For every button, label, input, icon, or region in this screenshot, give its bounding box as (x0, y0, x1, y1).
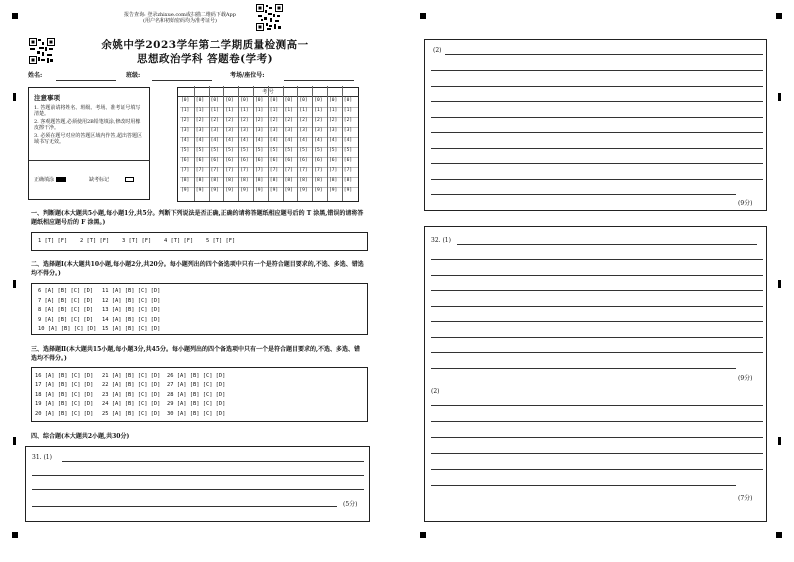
section3-box (31, 367, 368, 422)
answer-line[interactable] (457, 244, 757, 245)
exam-digit-bubble[interactable]: [4] (314, 138, 323, 143)
exam-digit-bubble[interactable]: [5] (181, 148, 190, 153)
exam-digit-bubble[interactable]: [5] (195, 148, 205, 153)
exam-digit-bubble[interactable]: [1] (314, 108, 323, 113)
answer-line[interactable] (431, 306, 763, 307)
choice-row[interactable]: 29 [A] [B] [C] [D] (167, 401, 226, 408)
section2-box (31, 283, 368, 335)
exam-digit-bubble[interactable]: [7] (255, 168, 264, 173)
exam-digit-bubble[interactable]: [5] (343, 148, 353, 153)
exam-digit-bubble[interactable]: [7] (195, 168, 205, 173)
exam-digit-bubble[interactable]: [7] (269, 168, 279, 173)
exam-digit-bubble[interactable]: [4] (240, 138, 249, 143)
exam-digit-bubble[interactable]: [0] (195, 98, 205, 103)
exam-digit-bubble[interactable]: [5] (299, 148, 308, 153)
exam-digit-bubble[interactable]: [3] (181, 128, 190, 133)
section1-box (31, 232, 368, 251)
choice-row[interactable]: 22 [A] [B] [C] [D] (102, 382, 161, 389)
exam-digit-bubble[interactable]: [6] (210, 158, 219, 163)
choice-row[interactable]: 17 [A] [B] [C] [D] (35, 382, 94, 389)
exam-digit-bubble[interactable]: [7] (240, 168, 249, 173)
exam-digit-bubble[interactable]: [8] (240, 178, 249, 183)
exam-digit-bubble[interactable]: [5] (240, 148, 249, 153)
exam-digit-bubble[interactable]: [8] (225, 178, 234, 183)
answer-line[interactable] (62, 461, 364, 462)
q32-answer-box[interactable] (424, 226, 767, 522)
choice-row[interactable]: 19 [A] [B] [C] [D] (35, 401, 94, 408)
answer-line[interactable] (431, 70, 763, 71)
exam-digit-bubble[interactable]: [4] (299, 138, 308, 143)
choice-row[interactable]: 23 [A] [B] [C] [D] (102, 391, 161, 398)
exam-digit-bubble[interactable]: [0] (210, 98, 219, 103)
corner-mark (420, 13, 426, 19)
exam-digit-bubble[interactable]: [7] (314, 168, 323, 173)
sheet-title (90, 38, 320, 66)
choice-row[interactable]: 9 [A] [B] [C] [D] (38, 316, 94, 323)
judge-item[interactable]: 4 [T] [F] (164, 238, 194, 244)
exam-digit-bubble[interactable]: [6] (195, 158, 205, 163)
exam-digit-bubble[interactable]: [1] (269, 108, 279, 113)
exam-digit-bubble[interactable]: [5] (284, 148, 293, 153)
exam-digit-bubble[interactable]: [6] (329, 158, 338, 163)
exam-digit-bubble[interactable]: [4] (343, 138, 353, 143)
judge-item[interactable]: 5 [T] [F] (206, 238, 236, 244)
exam-digit-bubble[interactable]: [9] (181, 188, 190, 193)
q31-score: (5分) (343, 501, 358, 508)
grid-column-line (297, 86, 298, 201)
exam-digit-bubble[interactable]: [2] (255, 118, 264, 123)
answer-line[interactable] (431, 321, 763, 322)
exam-digit-bubble[interactable]: [1] (299, 108, 308, 113)
q31-part2-label: (2) (433, 47, 442, 54)
answer-line[interactable] (431, 259, 763, 260)
exam-digit-bubble[interactable]: [5] (210, 148, 219, 153)
answer-line[interactable] (32, 506, 337, 507)
side-mark (13, 437, 16, 445)
exam-digit-bubble[interactable]: [0] (299, 98, 308, 103)
exam-digit-bubble[interactable]: [1] (181, 108, 190, 113)
exam-digit-bubble[interactable]: [3] (329, 128, 338, 133)
section3-title: 三、选择题Ⅱ(本大题共15小题,每小题3分,共45分。每小题列出的四个备选项中只有一个是符合题目要求的,不选、多选、错选均不得分。) (31, 346, 361, 362)
choice-row[interactable]: 28 [A] [B] [C] [D] (167, 391, 226, 398)
exam-digit-bubble[interactable]: [8] (284, 178, 293, 183)
answer-line[interactable] (431, 179, 763, 180)
report-note (110, 12, 250, 24)
exam-digit-bubble[interactable]: [8] (269, 178, 279, 183)
exam-digit-bubble[interactable]: [2] (284, 118, 293, 123)
sheet-qr-code (29, 38, 55, 64)
report-note-line2: (用户名和初始密码均为准考证号) (143, 18, 217, 24)
exam-digit-bubble[interactable]: [5] (225, 148, 234, 153)
notice-item-1: 1. 答题前请将姓名、班级、考场、准考证号填写清楚。 (34, 105, 141, 117)
exam-digit-bubble[interactable]: [9] (343, 188, 353, 193)
choice-row[interactable]: 10 [A] [B] [C] [D] (38, 326, 97, 333)
exam-digit-bubble[interactable]: [9] (299, 188, 308, 193)
exam-digit-bubble[interactable]: [3] (240, 128, 249, 133)
choice-row[interactable]: 20 [A] [B] [C] [D] (35, 410, 94, 417)
exam-digit-bubble[interactable]: [9] (284, 188, 293, 193)
notice-item-3: 3. 必须在题号对应的答题区域内作答,超出答题区域书写无效。 (34, 133, 142, 145)
exam-digit-bubble[interactable]: [6] (299, 158, 308, 163)
exam-digit-bubble[interactable]: [4] (255, 138, 264, 143)
exam-digit-bubble[interactable]: [8] (314, 178, 323, 183)
exam-digit-bubble[interactable]: [2] (299, 118, 308, 123)
exam-digit-bubble[interactable]: [5] (329, 148, 338, 153)
exam-digit-bubble[interactable]: [9] (314, 188, 323, 193)
exam-digit-bubble[interactable]: [0] (329, 98, 338, 103)
exam-digit-bubble[interactable]: [5] (269, 148, 279, 153)
exam-digit-bubble[interactable]: [1] (284, 108, 293, 113)
grid-column-line (209, 86, 210, 201)
exam-digit-bubble[interactable]: [8] (195, 178, 205, 183)
answer-line[interactable] (431, 469, 763, 470)
exam-digit-bubble[interactable]: [2] (343, 118, 353, 123)
exam-digit-bubble[interactable]: [2] (225, 118, 234, 123)
q31-answer-box[interactable] (25, 446, 370, 522)
choice-row[interactable]: 14 [A] [B] [C] [D] (102, 316, 161, 323)
answer-line[interactable] (32, 489, 364, 490)
exam-digit-bubble[interactable]: [7] (181, 168, 190, 173)
exam-digit-bubble[interactable]: [4] (225, 138, 234, 143)
corner-mark (776, 532, 782, 538)
exam-digit-bubble[interactable]: [9] (225, 188, 234, 193)
notice-divider (29, 160, 150, 161)
answer-line[interactable] (431, 485, 736, 486)
grid-column-line (327, 86, 328, 201)
side-mark (778, 93, 781, 101)
notice-heading: 注意事项 (34, 94, 60, 102)
exam-digit-bubble[interactable]: [7] (284, 168, 293, 173)
choice-row[interactable]: 27 [A] [B] [C] [D] (167, 382, 226, 389)
name-label: 姓名: (28, 72, 43, 79)
exam-digit-bubble[interactable]: [1] (343, 108, 353, 113)
report-note-line1: 报告查询: 登录zhixue.com或扫描二维码下载App (124, 12, 236, 18)
exam-digit-bubble[interactable]: [1] (210, 108, 219, 113)
exam-digit-bubble[interactable]: [9] (269, 188, 279, 193)
answer-line[interactable] (431, 101, 763, 102)
exam-digit-bubble[interactable]: [6] (314, 158, 323, 163)
exam-digit-bubble[interactable]: [5] (314, 148, 323, 153)
grid-column-line (253, 86, 254, 201)
choice-row[interactable]: 15 [A] [B] [C] [D] (102, 326, 161, 333)
exam-digit-bubble[interactable]: [3] (299, 128, 308, 133)
judge-item[interactable]: 2 [T] [F] (80, 238, 110, 244)
exam-digit-bubble[interactable]: [6] (225, 158, 234, 163)
exam-digit-bubble[interactable]: [6] (343, 158, 353, 163)
seat-label: 考场/座位号: (230, 72, 265, 79)
q31-part2-box[interactable] (424, 39, 767, 211)
choice-row[interactable]: 18 [A] [B] [C] [D] (35, 391, 94, 398)
answer-line[interactable] (431, 368, 736, 369)
choice-row[interactable]: 12 [A] [B] [C] [D] (102, 297, 161, 304)
answer-line[interactable] (431, 86, 763, 87)
exam-digit-bubble[interactable]: [7] (343, 168, 353, 173)
exam-digit-bubble[interactable]: [2] (314, 118, 323, 123)
choice-row[interactable]: 8 [A] [B] [C] [D] (38, 307, 94, 314)
q31-part2-score: (9分) (738, 200, 753, 207)
exam-digit-bubble[interactable]: [6] (284, 158, 293, 163)
empty-box-icon[interactable] (125, 177, 134, 182)
exam-digit-bubble[interactable]: [1] (255, 108, 264, 113)
choice-row[interactable]: 11 [A] [B] [C] [D] (102, 288, 161, 294)
answer-line[interactable] (431, 437, 763, 438)
exam-digit-bubble[interactable]: [7] (225, 168, 234, 173)
answer-line[interactable] (431, 421, 763, 422)
exam-digit-bubble[interactable]: [3] (225, 128, 234, 133)
exam-digit-bubble[interactable]: [9] (329, 188, 338, 193)
exam-digit-bubble[interactable]: [1] (195, 108, 205, 113)
exam-digit-bubble[interactable]: [2] (269, 118, 279, 123)
answer-line[interactable] (445, 54, 763, 55)
exam-digit-bubble[interactable]: [9] (255, 188, 264, 193)
exam-digit-bubble[interactable]: [1] (225, 108, 234, 113)
exam-digit-bubble[interactable]: [2] (210, 118, 219, 123)
section4-title: 四、综合题(本大题共2小题,共30分) (31, 433, 130, 440)
exam-digit-bubble[interactable]: [4] (210, 138, 219, 143)
corner-mark (420, 532, 426, 538)
choice-row[interactable]: 7 [A] [B] [C] [D] (38, 297, 94, 304)
exam-digit-bubble[interactable]: [8] (343, 178, 353, 183)
answer-line[interactable] (431, 132, 763, 133)
exam-digit-bubble[interactable]: [6] (240, 158, 249, 163)
exam-digit-bubble[interactable]: [3] (314, 128, 323, 133)
q32-label: 32. (1) (431, 237, 451, 244)
exam-digit-bubble[interactable]: [3] (195, 128, 205, 133)
answer-line[interactable] (431, 405, 763, 406)
exam-digit-bubble[interactable]: [8] (255, 178, 264, 183)
exam-digit-bubble[interactable]: [3] (284, 128, 293, 133)
section2-title: 二、选择题Ⅰ(本大题共10小题,每小题2分,共20分。每小题列出的四个备选项中只有一个是符合题目要求的,不选、多选、错选均不得分。) (31, 261, 364, 277)
exam-digit-bubble[interactable]: [3] (343, 128, 353, 133)
answer-line[interactable] (32, 475, 364, 476)
exam-digit-bubble[interactable]: [6] (269, 158, 279, 163)
exam-digit-bubble[interactable]: [8] (181, 178, 190, 183)
exam-digit-bubble[interactable]: [0] (343, 98, 353, 103)
answer-line[interactable] (431, 275, 763, 276)
choice-row[interactable]: 26 [A] [B] [C] [D] (167, 373, 226, 379)
exam-digit-bubble[interactable]: [4] (284, 138, 293, 143)
seat-field[interactable] (284, 80, 354, 81)
exam-digit-bubble[interactable]: [4] (181, 138, 190, 143)
exam-digit-bubble[interactable]: [9] (195, 188, 205, 193)
side-mark (13, 280, 16, 288)
exam-digit-bubble[interactable]: [8] (210, 178, 219, 183)
exam-digit-bubble[interactable]: [9] (240, 188, 249, 193)
filled-box-icon (56, 177, 66, 182)
correct-fill-example (34, 177, 66, 183)
grid-column-line (342, 86, 343, 201)
choice-row[interactable]: 13 [A] [B] [C] [D] (102, 307, 161, 314)
exam-digit-bubble[interactable]: [7] (299, 168, 308, 173)
answer-line[interactable] (431, 337, 763, 338)
exam-digit-bubble[interactable]: [7] (210, 168, 219, 173)
exam-digit-bubble[interactable]: [4] (269, 138, 279, 143)
answer-line[interactable] (431, 194, 736, 195)
exam-digit-bubble[interactable]: [4] (195, 138, 205, 143)
corner-mark (12, 13, 18, 19)
exam-digit-bubble[interactable]: [5] (255, 148, 264, 153)
q32-part2-score: (7分) (738, 495, 753, 502)
exam-digit-bubble[interactable]: [7] (329, 168, 338, 173)
section1-title: 一、判断题(本大题共5小题,每小题1分,共5分。判断下列说法是否正确,正确的请将答题纸相应题号后的 T 涂黑,错误的请将答题纸相应题号后的 F 涂黑。) (31, 210, 364, 226)
exam-digit-bubble[interactable]: [2] (195, 118, 205, 123)
exam-digit-bubble[interactable]: [0] (284, 98, 293, 103)
exam-grid-cells[interactable] (180, 98, 358, 201)
side-mark (13, 93, 16, 101)
exam-digit-bubble[interactable]: [3] (269, 128, 279, 133)
exam-digit-bubble[interactable]: [8] (329, 178, 338, 183)
exam-digit-bubble[interactable]: [0] (181, 98, 190, 103)
exam-digit-bubble[interactable]: [2] (240, 118, 249, 123)
exam-number-grid (177, 87, 359, 202)
notice-box (28, 87, 150, 200)
grid-column-line (312, 86, 313, 201)
exam-digit-bubble[interactable]: [4] (329, 138, 338, 143)
name-field[interactable] (56, 80, 116, 81)
title-line-2: 思想政治学科 答题卷(学考) (136, 53, 274, 65)
exam-digit-bubble[interactable]: [3] (255, 128, 264, 133)
corner-mark (776, 13, 782, 19)
answer-line[interactable] (431, 352, 763, 353)
class-field[interactable] (152, 80, 212, 81)
q32-part1-score: (9分) (738, 375, 753, 382)
grid-column-line (194, 86, 195, 201)
choice-row[interactable]: 21 [A] [B] [C] [D] (102, 373, 161, 379)
q32-part2-label: (2) (431, 388, 440, 395)
title-line-1: 余姚中学2023学年第二学期质量检测高一 (101, 39, 309, 51)
missing-mark-example (89, 177, 134, 183)
choice-row[interactable]: 16 [A] [B] [C] [D] (35, 373, 94, 379)
download-qr-code[interactable] (256, 4, 283, 31)
exam-digit-bubble[interactable]: [6] (181, 158, 190, 163)
grid-column-line (283, 86, 284, 201)
corner-mark (12, 532, 18, 538)
student-info (28, 72, 368, 82)
side-mark (778, 437, 781, 445)
grid-column-line (268, 86, 269, 201)
answer-line[interactable] (431, 148, 763, 149)
exam-digit-bubble[interactable]: [2] (181, 118, 190, 123)
side-mark (778, 280, 781, 288)
answer-line[interactable] (431, 163, 763, 164)
choice-row[interactable]: 6 [A] [B] [C] [D] (38, 288, 94, 294)
answer-line[interactable] (431, 290, 763, 291)
exam-digit-bubble[interactable]: [1] (240, 108, 249, 113)
correct-fill-label: 正确填涂 (34, 177, 55, 183)
grid-column-line (223, 86, 224, 201)
judge-item[interactable]: 1 [T] [F] (38, 238, 68, 244)
notice-item-2: 2. 客观题答题,必须使用2B铅笔填涂,修改时用橡皮擦干净。 (34, 119, 141, 131)
class-label: 班级: (126, 72, 141, 79)
exam-digit-bubble[interactable]: [0] (255, 98, 264, 103)
answer-line[interactable] (431, 117, 763, 118)
exam-digit-bubble[interactable]: [0] (314, 98, 323, 103)
exam-digit-bubble[interactable]: [2] (329, 118, 338, 123)
exam-digit-bubble[interactable]: [0] (269, 98, 279, 103)
exam-digit-bubble[interactable]: [0] (240, 98, 249, 103)
exam-number-label: 考 号 (262, 89, 274, 95)
missing-mark-label: 缺考标记 (89, 177, 110, 183)
exam-digit-bubble[interactable]: [6] (255, 158, 264, 163)
exam-digit-bubble[interactable]: [3] (210, 128, 219, 133)
judge-item[interactable]: 3 [T] [F] (122, 238, 152, 244)
exam-digit-bubble[interactable]: [0] (225, 98, 234, 103)
exam-digit-bubble[interactable]: [8] (299, 178, 308, 183)
grid-column-line (238, 86, 239, 201)
exam-digit-bubble[interactable]: [9] (210, 188, 219, 193)
exam-digit-bubble[interactable]: [1] (329, 108, 338, 113)
choice-row[interactable]: 30 [A] [B] [C] [D] (167, 410, 226, 417)
choice-row[interactable]: 25 [A] [B] [C] [D] (102, 410, 161, 417)
choice-row[interactable]: 24 [A] [B] [C] [D] (102, 401, 161, 408)
q31-label: 31. (1) (32, 454, 52, 461)
answer-line[interactable] (431, 453, 763, 454)
